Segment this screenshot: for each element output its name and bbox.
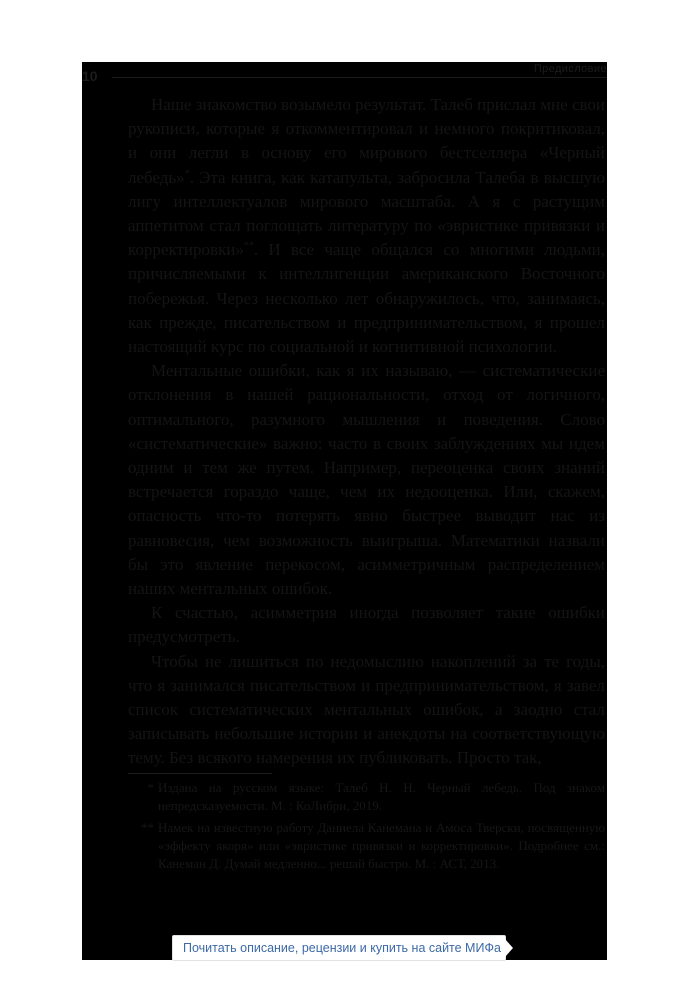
paragraph: К счастью, асимметрия иногда позволяет такие ошибки предусмотреть.	[128, 603, 605, 647]
header-rule	[112, 77, 607, 78]
footnote-ref: *	[184, 167, 190, 179]
running-title: Предисловие	[533, 63, 607, 75]
body-text	[128, 93, 605, 771]
paragraph: Ментальные ошибки, как я их называю, — систематические отклонения в нашей рациональности, отход от логичного, оптимального, разумного мышления и поведения. Слово «систематические» важно: часто в своих заблуждениях мы идем одним и тем же путем. Например, переоценка своих знаний встречается гораздо чаще, чем их недооценка. Или, скажем, опасность что-то потерять явно быстрее выводит нас из равновесия, чем возможность выигрыша. Математики назвали бы это явление перекосом, асимметричным распределением наших ментальных ошибок.	[128, 361, 605, 599]
footnote	[141, 819, 605, 873]
paragraph: Чтобы не лишиться по недомыслию накоплений за те годы, что я занимался писательством и предпринимательством, я завел список систематических ментальных ошибок, а заодно стал записывать небольшие истории и анекдоты на соответствующую тему. Без всякого намерения их публиковать. Просто так,	[128, 651, 605, 768]
footnote-mark: **	[141, 820, 154, 835]
paragraph: Наше знакомство возымело результат. Талеб прислал мне свои рукописи, которые я откомментировал и немного покритиковал, и они легли в основу его мирового бестселлера «Черный лебедь»*. Эта книга, как катапульта, забросила Талеба в высшую лигу интеллектуалов мирового масштаба. А я с растущим аппетитом стал поглощать литературу по «эвристике привязки и корректировки»**. И все чаще общался со многими людьми, причисляемыми к интеллигенции американского Восточного побережья. Через несколько лет обнаружилось, что, занимаясь, как прежде, писательством и предпринимательством, я прошел настоящий курс по социальной и когнитивной психологии.	[128, 95, 605, 357]
footnote-ref: **	[243, 240, 254, 252]
buy-on-mif-link[interactable]: Почитать описание, рецензии и купить на сайте МИФа	[172, 935, 506, 961]
footnote-text: Намек на известную работу Даниела Канемана и Амоса Тверски, посвященную «эффекту якоря» или «эвристике привязки и корректировки». Подробнее см.: Канеман Д. Думай медленно... решай быстро. М. : АСТ, 2013.	[158, 820, 605, 871]
page-number: 10	[82, 68, 98, 84]
footnote-text: Издана на русском языке: Талеб Н. Н. Черный лебедь. Под знаком непредсказуемости. М. : КоЛибри, 2019.	[158, 780, 605, 813]
book-page	[82, 62, 607, 960]
footnote-rule	[128, 773, 272, 774]
footnote	[147, 779, 605, 815]
footnotes	[141, 779, 605, 877]
footnote-mark: *	[147, 780, 154, 795]
